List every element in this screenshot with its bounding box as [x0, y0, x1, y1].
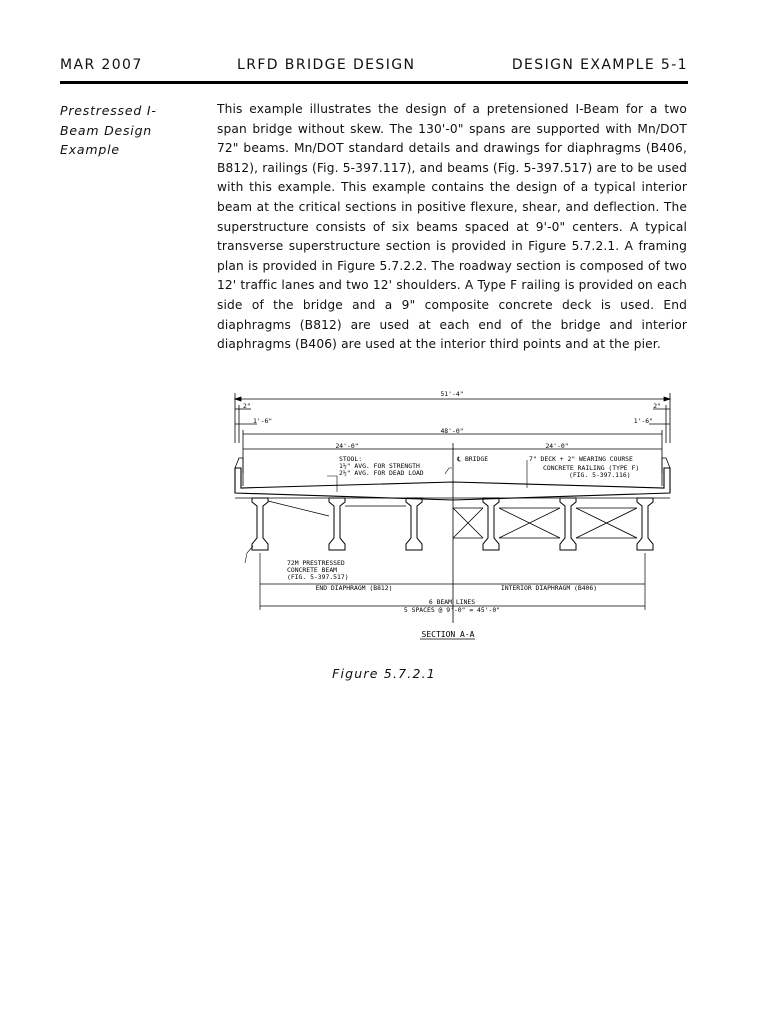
- label-beam-lines: 6 BEAM LINES: [428, 598, 476, 606]
- page-header: [60, 57, 688, 79]
- label-stool-strength: 1½" AVG. FOR STRENGTH: [339, 462, 420, 470]
- label-spacing: 5 SPACES @ 9'-0" = 45'-0": [403, 606, 501, 614]
- header-example: DESIGN EXAMPLE 5-1: [511, 57, 688, 73]
- label-beam-type: CONCRETE BEAM: [287, 566, 338, 574]
- label-railing: CONCRETE RAILING (TYPE F): [543, 464, 640, 472]
- dim-roadway: 48'-0": [440, 427, 464, 435]
- beam-1: [252, 498, 268, 550]
- dim-right-half: 24'-0": [545, 442, 569, 450]
- section-heading-line: Beam Design: [60, 122, 153, 138]
- figure-caption: Figure 5.7.2.1: [332, 666, 436, 681]
- header-title: LRFD BRIDGE DESIGN: [237, 57, 416, 73]
- body-paragraph: This example illustrates the design of a pretensioned I-Beam for a two span bridge without skew. The 130'-0" spans are supported with Mn/DOT 72" beams. Mn/DOT standard details and drawings for diaphragms (B406, B812), railings (Fig. 5-397.117), and beams (Fig. 5-397.517) are to be used with this example. This example contains the design of a typical interior beam at the critical sections in positive flexure, shear, and deflection. The superstructure consists of six beams spaced at 9'-0" centers. A typical transverse superstructure section is provided in Figure 5.7.2.1. A framing plan is provided in Figure 5.7.2.2. The roadway section is composed of two 12' traffic lanes and two 12' shoulders. A Type F railing is provided on each side of the bridge and a 9" composite concrete deck is used. End diaphragms (B812) are used at each end of the bridge and interior diaphragms (B406) are used at the interior third points and at the pier.: [217, 102, 687, 352]
- label-deck: 7" DECK + 2" WEARING COURSE: [529, 455, 633, 463]
- section-heading-line: Example: [60, 142, 120, 157]
- label-interior-diaphragm: INTERIOR DIAPHRAGM (B406): [500, 584, 598, 592]
- label-railing-figure: (FIG. 5-397.116): [569, 471, 631, 479]
- beam-4: [483, 498, 499, 550]
- label-beam: 72M PRESTRESSED: [287, 559, 345, 567]
- beam-6: [637, 498, 653, 550]
- section-heading-line: Prestressed I-: [60, 103, 157, 118]
- label-stool-dead-load: 2½" AVG. FOR DEAD LOAD: [339, 469, 424, 477]
- dim-left-half: 24'-0": [335, 442, 359, 450]
- header-rule: [60, 81, 688, 84]
- beam-3: [406, 498, 422, 550]
- dim-overall: 51'-4": [440, 390, 464, 398]
- dim-right-rail: 1'-6": [633, 417, 653, 425]
- header-date: MAR 2007: [60, 57, 143, 73]
- section-heading: [60, 101, 200, 160]
- bridge-section-figure: [227, 388, 677, 648]
- beam-5: [560, 498, 576, 550]
- label-end-diaphragm: END DIAPHRAGM (B812): [315, 584, 393, 592]
- label-centerline: ℄ BRIDGE: [457, 455, 489, 463]
- beam-2: [329, 498, 345, 550]
- label-beam-figure: (FIG. 5-397.517): [287, 573, 349, 581]
- label-section: SECTION A-A: [421, 630, 475, 639]
- dim-left-rail: 1'-6": [253, 417, 273, 425]
- label-stool: STOOL:: [339, 455, 363, 463]
- dim-right-edge: 2": [653, 402, 661, 410]
- dim-left-edge: 2": [243, 402, 251, 410]
